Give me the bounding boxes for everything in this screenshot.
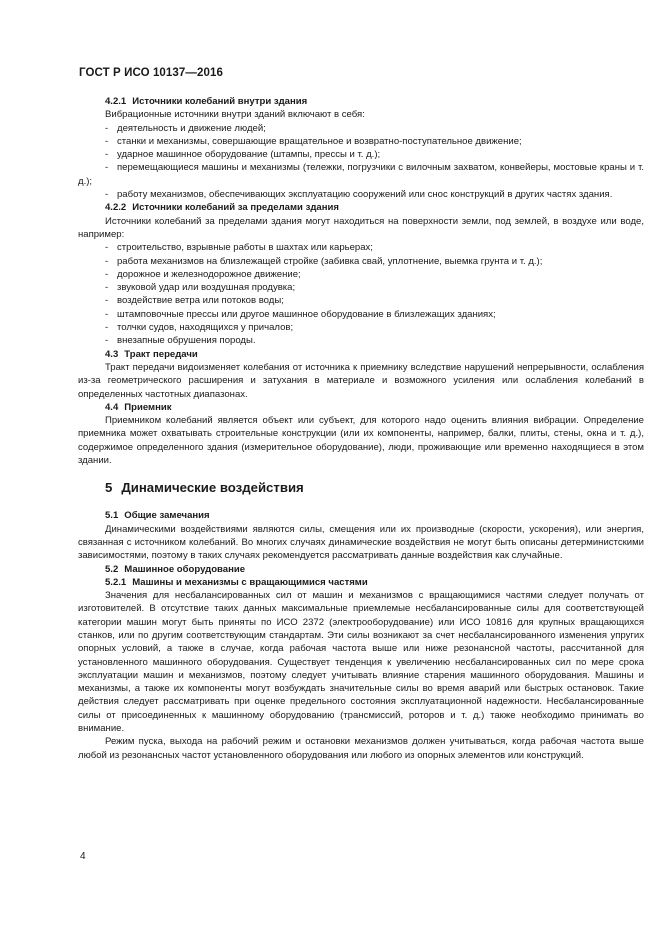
section-heading-5: 5 Динамические воздействия [105, 480, 304, 496]
subsection-heading-4-3: 4.3 Тракт передачи [105, 348, 198, 360]
document-body [78, 95, 644, 762]
list-item: - звуковой удар или воздушная продувка; [105, 282, 296, 294]
list-item: - дорожное и железнодорожное движение; [105, 268, 301, 280]
list-item: - ударное машинное оборудование (штампы, прессы и т. д.); [105, 149, 381, 161]
subsection-heading-4-2-2: 4.2.2 Источники колебаний за пределами здания [105, 202, 339, 214]
list-item: - строительство, взрывные работы в шахтах или карьерах; [105, 242, 373, 254]
list-item: - работу механизмов, обеспечивающих эксплуатацию сооружений или снос конструкций в других частях здания. [105, 189, 613, 201]
subsection-heading-5-1: 5.1 Общие замечания [105, 510, 210, 522]
list-item: - штамповочные прессы или другое машинное оборудование в близлежащих зданиях; [105, 308, 496, 320]
list-item: - воздействие ветра или потоков воды; [105, 295, 284, 307]
list-item: - внезапные обрушения породы. [105, 335, 256, 347]
subsection-heading-4-4: 4.4 Приемник [105, 401, 172, 413]
subsection-heading-4-2-1: 4.2.1 Источники колебаний внутри здания [105, 96, 308, 107]
list-item: - станки и механизмы, совершающие вращательное и возвратно-поступательное движение; [105, 135, 522, 147]
paragraph: Значения для несбалансированных сил от машин и механизмов с вращающимися частями следует получать от изготовителей. В отсутствие таких данных максимальные приемлемые несбалансированные силы для соответствующей категории машин могут быть приняты по ИСО 2372 (электрооборудование) или ИСО 10816 для крупных вращающихся станков, или по другим соответствующим стандартам. Эти силы возникают за счет несбалансированного изменения упругих опорных условий, а также в случае, когда рабочая частота выше или ниже резонансной частоты, рассчитанной для установленного машинного оборудования. Существует тенденция к увеличению несбалансированных сил по мере срока эксплуатации машин и механизмов, поэтому следует учитывать влияние старения машинного оборудования. Машины и механизмы, а также их компоненты могут возбуждать значительные силы во время аварий или быстрых остановок. Такие действия следует рассматривать при оценке предельного состояния эксплуатационной надежности. Несбалансированные силы от присоединенных к машинному оборудованию (трансмиссий, роторов и т. д.) также необходимо принимать во внимание. [78, 590, 644, 735]
paragraph: Приемником колебаний является объект или субъект, для которого надо оценить влияния вибрации. Определение приемника может охватывать строительные конструкции (или их компоненты, например, балки, плиты, стены, окна и т. д.), содержимое определенного здания (измерительное оборудование), люди, проживающие или временно находящиеся в этом здании. [78, 415, 644, 467]
list-item: - перемещающиеся машины и механизмы (тележки, погрузчики с вилочным захватом, конвейеры, мостовые краны и т. д.); [78, 162, 644, 187]
paragraph: Динамическими воздействиями являются силы, смещения или их производные (скорости, ускорения), или энергия, связанная с источником колебаний. Во многих случаях динамические воздействия не могут быть описаны детерминистскими зависимостями, поэтому в таких случаях рекомендуется рассматривать данные воздействия как случайные. [78, 523, 644, 562]
list-item: - работа механизмов на близлежащей стройке (забивка свай, уплотнение, выемка грунта и т. д.); [105, 255, 543, 267]
subsection-heading-5-2: 5.2 Машинное оборудование [105, 563, 246, 575]
page-number: 4 [80, 851, 86, 862]
list-item: - толчки судов, находящихся у причалов; [105, 322, 294, 334]
subsection-heading-5-2-1: 5.2.1 Машины и механизмы с вращающимися частями [105, 576, 368, 588]
paragraph: Источники колебаний за пределами здания могут находиться на поверхности земли, под землей, в воздухе или воде, например: [78, 215, 644, 240]
paragraph: Режим пуска, выхода на рабочий режим и остановки механизмов должен учитываться, когда рабочая частота выше любой из резонансных частот установленного оборудования или любого из опорных элементов или конструкций. [78, 736, 644, 761]
paragraph: Вибрационные источники внутри зданий включают в себя: [105, 109, 365, 121]
list-item: - деятельность и движение людей; [105, 122, 266, 134]
paragraph: Тракт передачи видоизменяет колебания от источника к приемнику вследствие нарушений непрерывности, ослабления из-за геометрического расширения и затухания в материале и возможного усиления или ослабления колебаний в определенных частотных диапазонах. [78, 361, 644, 400]
document-header: ГОСТ Р ИСО 10137—2016 [79, 67, 224, 79]
